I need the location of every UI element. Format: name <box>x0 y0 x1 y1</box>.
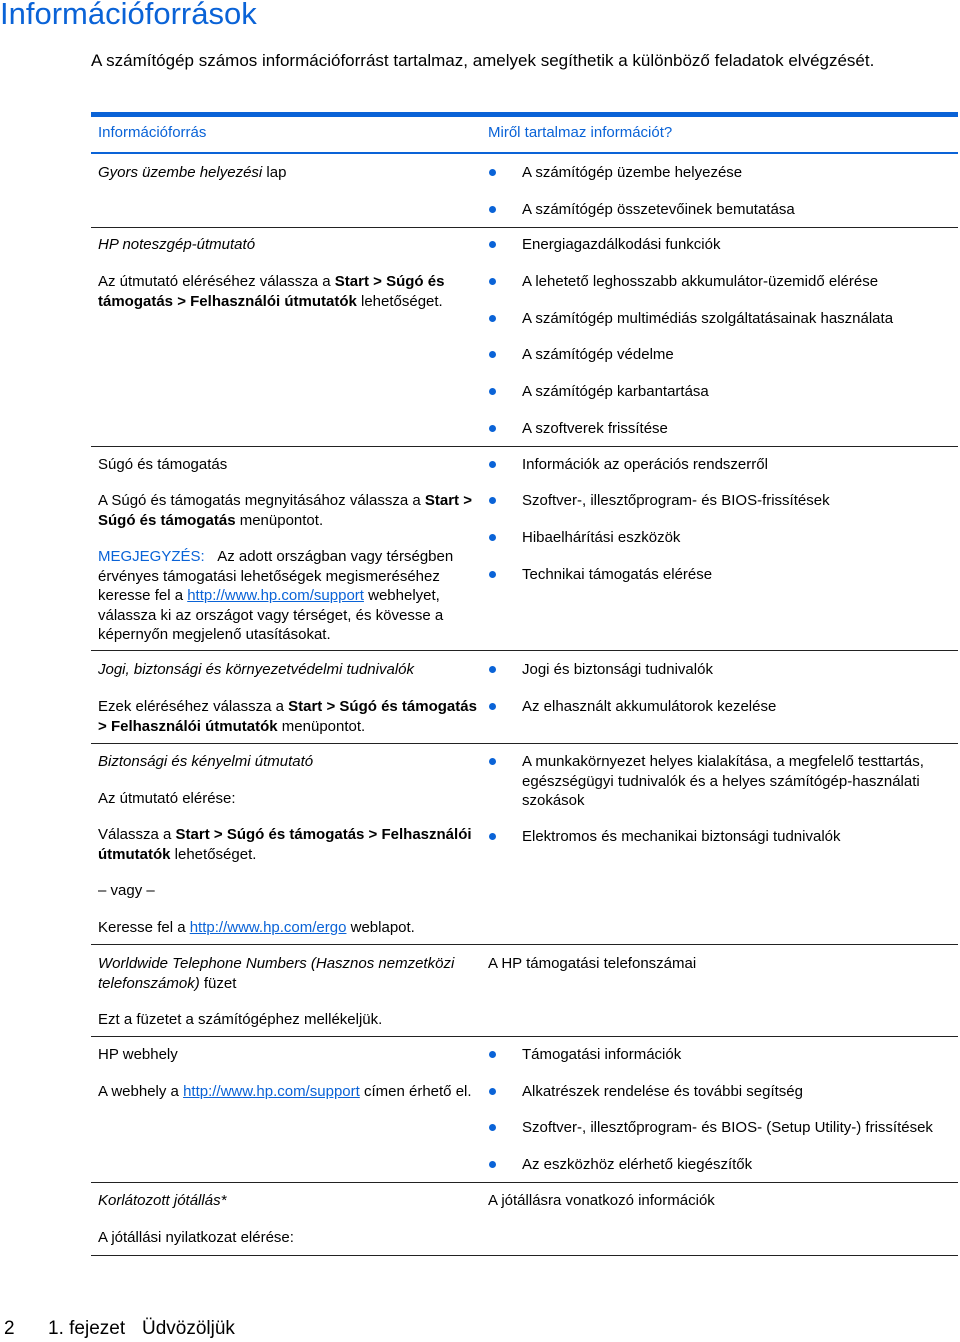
phone-numbers-text: Ezt a füzetet a számítógéphez mellékeljük. <box>98 1011 383 1028</box>
quick-setup-title-suffix: lap <box>262 164 287 181</box>
menu-path-sep: > <box>173 292 191 310</box>
text-run: A Súgó és támogatás megnyitásához válassza a <box>98 492 425 509</box>
row-divider <box>91 1036 958 1037</box>
menu-path-guides: Felhasználói útmutatók <box>110 717 278 735</box>
quick-setup-title: Gyors üzembe helyezési <box>98 164 263 181</box>
row-divider <box>91 227 958 228</box>
list-item: A számítógép összetevőinek bemutatása <box>522 200 952 220</box>
menu-path-start: Start <box>175 826 210 843</box>
ergo-link[interactable]: http://www.hp.com/ergo <box>189 919 347 936</box>
text-run: Az útmutató eléréséhez válassza a <box>98 273 335 290</box>
list-item: Technikai támogatás elérése <box>522 565 952 585</box>
menu-path-help: Súgó és támogatás <box>98 511 236 529</box>
row-divider <box>91 1182 958 1183</box>
help-support-note <box>98 547 483 645</box>
column-header-content: Miről tartalmaz információt? <box>488 124 673 141</box>
warranty-content: A jótállásra vonatkozó információk <box>488 1192 715 1209</box>
phone-numbers-title <box>98 954 483 993</box>
warranty-text: A jótállási nyilatkozat elérése: <box>98 1229 294 1246</box>
chapter-label: 1. fejezet <box>48 1318 126 1339</box>
warranty-title-text: Korlátozott jótállás* <box>98 1192 227 1209</box>
hp-website-text <box>98 1082 483 1102</box>
list-item: Az elhasznált akkumulátorok kezelése <box>522 697 952 717</box>
text-run: Válassza a <box>98 826 176 843</box>
text-run: Keresse fel a <box>98 919 190 936</box>
warranty-title <box>98 1191 483 1211</box>
hp-website-title: HP webhely <box>98 1046 178 1063</box>
menu-path-help: Súgó és támogatás <box>98 273 445 310</box>
row-notebook-guide-text <box>98 272 483 311</box>
page-title: Információforrások <box>0 0 257 31</box>
menu-path-guides: Felhasználói útmutatók <box>190 292 357 310</box>
row-divider <box>91 650 958 651</box>
row-quick-setup-source <box>98 163 483 183</box>
page-number: 2 <box>4 1318 15 1339</box>
column-header-source: Információforrás <box>98 124 207 141</box>
support-link[interactable]: http://www.hp.com/support <box>187 587 364 604</box>
text-run: weblapot. <box>346 919 415 936</box>
text-run: címen érhető el. <box>359 1083 472 1100</box>
safety-guide-text <box>98 825 483 864</box>
list-item: Jogi és biztonsági tudnivalók <box>522 660 952 680</box>
menu-path-start: Start <box>424 492 460 509</box>
table-header-rule <box>91 152 958 154</box>
safety-title-text: Biztonsági és kényelmi útmutató <box>98 753 314 770</box>
list-item: A számítógép karbantartása <box>522 382 952 402</box>
menu-path-sep: > <box>364 826 382 843</box>
list-item: A számítógép üzembe helyezése <box>522 163 952 183</box>
list-item: Szoftver-, illesztőprogram- és BIOS- (Setup Utility-) frissítések <box>522 1118 952 1138</box>
row-notebook-guide-title <box>98 235 483 255</box>
menu-path-help: Súgó és támogatás <box>226 826 365 843</box>
legal-notices-title <box>98 660 483 680</box>
help-support-title: Súgó és támogatás <box>98 456 228 473</box>
text-run: menüpontot. <box>277 717 366 735</box>
legal-notices-text <box>98 697 483 736</box>
list-item: Elektromos és mechanikai biztonsági tudnivalók <box>522 827 952 847</box>
list-item: Szoftver-, illesztőprogram- és BIOS-frissítések <box>522 491 952 511</box>
menu-path-start: Start <box>288 698 323 715</box>
phone-numbers-content: A HP támogatási telefonszámai <box>488 955 697 972</box>
list-item: Alkatrészek rendelése és további segítség <box>522 1082 952 1102</box>
text-run: menüpontot. <box>235 511 324 529</box>
text-run: lehetőséget. <box>356 292 443 310</box>
list-item: A számítógép multimédiás szolgáltatásainak használata <box>522 309 952 329</box>
text-run: Az adott országban vagy térségben érvényes támogatási lehetőségek megismeréséhez keresse fel a <box>98 548 454 604</box>
menu-path-sep: > <box>98 717 111 735</box>
support-link[interactable]: http://www.hp.com/support <box>183 1083 360 1100</box>
table-top-rule <box>91 112 958 117</box>
text-run: Ezek eléréséhez válassza a <box>98 698 289 715</box>
text-run: füzet <box>199 974 237 992</box>
menu-path-start: Start <box>334 273 369 290</box>
help-support-text <box>98 491 483 530</box>
text-run: lehetőséget. <box>170 845 257 863</box>
list-item: Hibaelhárítási eszközök <box>522 528 952 548</box>
safety-guide-access: Az útmutató elérése: <box>98 790 236 807</box>
row-divider <box>91 1255 958 1256</box>
or-separator: – vagy – <box>98 882 155 899</box>
menu-path-sep: > <box>368 273 387 290</box>
list-item: A számítógép védelme <box>522 345 952 365</box>
menu-path-help: Súgó és támogatás <box>339 698 477 715</box>
safety-guide-title <box>98 752 483 772</box>
legal-title-text: Jogi, biztonsági és környezetvédelmi tudnivalók <box>98 661 415 678</box>
list-item: Energiagazdálkodási funkciók <box>522 235 952 255</box>
note-label: MEGJEGYZÉS: <box>98 548 205 565</box>
menu-path-sep: > <box>209 826 227 843</box>
list-item: Támogatási információk <box>522 1045 952 1065</box>
chapter-title: Üdvözöljük <box>142 1318 235 1339</box>
list-item: Információk az operációs rendszerről <box>522 455 952 475</box>
menu-path-sep: > <box>459 492 472 509</box>
row-divider <box>91 743 958 744</box>
safety-guide-web <box>98 918 483 938</box>
menu-path-sep: > <box>322 698 340 715</box>
row-divider <box>91 446 958 447</box>
menu-path-guides: Felhasználói útmutatók <box>98 826 472 863</box>
list-item: A munkakörnyezet helyes kialakítása, a megfelelő testtartás, egészségügyi tudnivalók és a helyes számítógép-használati szokások <box>522 752 952 811</box>
list-item: Az eszközhöz elérhető kiegészítők <box>522 1155 952 1175</box>
intro-paragraph: A számítógép számos információforrást tartalmaz, amelyek segíthetik a különböző feladatok elvégzését. <box>91 51 875 70</box>
phone-title-text: Worldwide Telephone Numbers (Hasznos nemzetközi telefonszámok) <box>98 955 455 992</box>
notebook-guide-title: HP noteszgép-útmutató <box>98 236 256 253</box>
text-run: webhelyet, válassza ki az országot vagy térséget, és kövesse a képernyőn megjelenő utasításokat. <box>98 587 444 643</box>
list-item: A szoftverek frissítése <box>522 419 952 439</box>
row-divider <box>91 944 958 945</box>
text-run: A webhely a <box>98 1083 184 1100</box>
list-item: A lehetető leghosszabb akkumulátor-üzemidő elérése <box>522 272 952 292</box>
